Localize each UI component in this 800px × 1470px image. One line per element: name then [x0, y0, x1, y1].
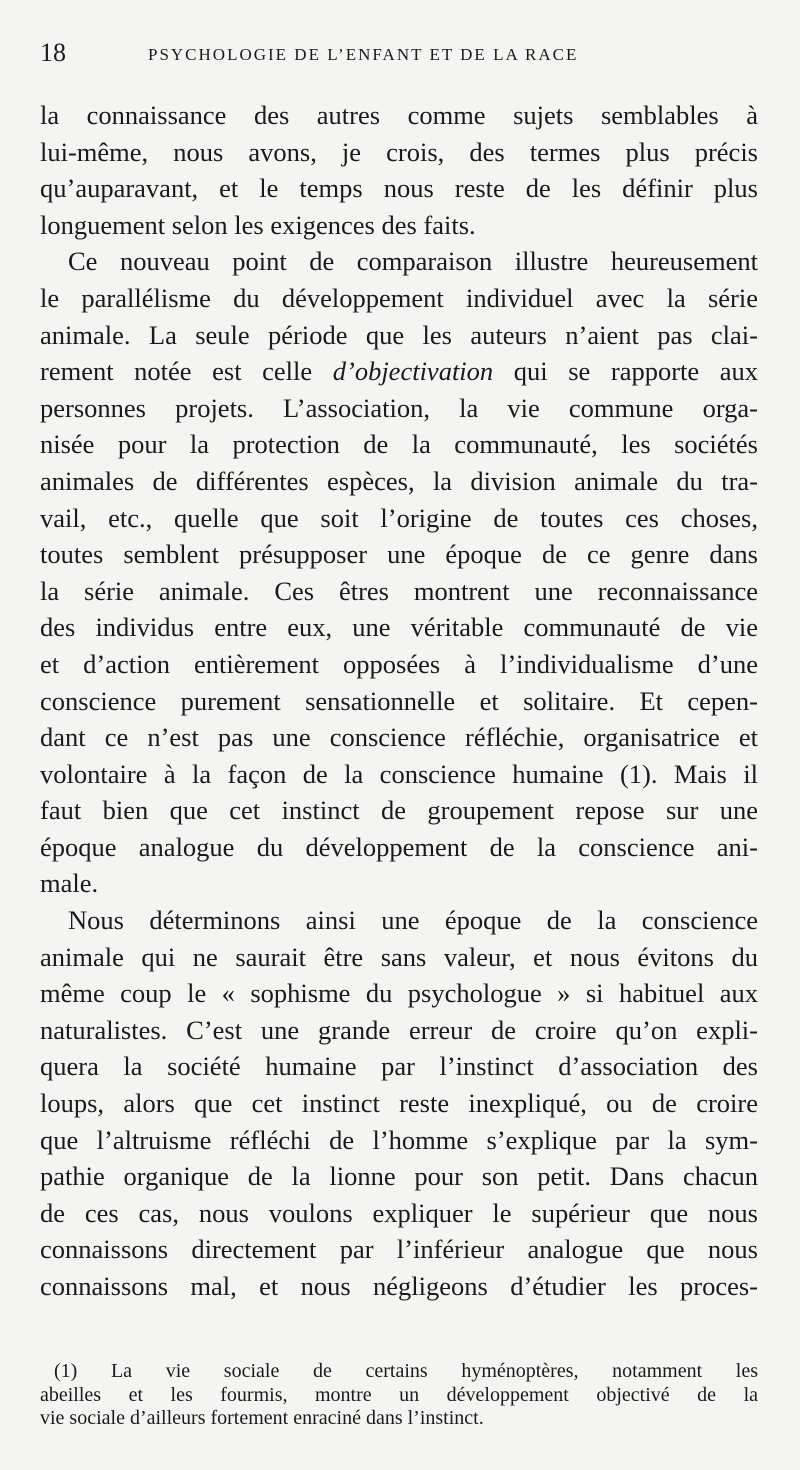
text-line: vail, etc., quelle que soit l’origine de toutes ces choses, — [40, 502, 758, 533]
body-text — [40, 97, 758, 1305]
text-line: toutes semblent présupposer une époque de ce genre dans — [40, 539, 758, 570]
text-line: qu’auparavant, et le temps nous reste de les définir plus — [40, 173, 758, 204]
footnote-line: (1) La vie sociale de certains hyménoptères, notamment les — [54, 1360, 758, 1382]
line-segment: qui se rapporte aux — [513, 356, 759, 387]
paragraph-start-line: Nous déterminons ainsi une époque de la conscience — [68, 905, 758, 936]
footnote — [40, 1360, 758, 1431]
text-line: connaissons directement par l’inférieur analogue que nous — [40, 1234, 758, 1265]
text-line: animale qui ne saurait être sans valeur, et nous évitons du — [40, 941, 758, 972]
text-line: de ces cas, nous voulons expliquer le supérieur que nous — [40, 1197, 758, 1228]
text-line: quera la société humaine par l’instinct d’association des — [40, 1051, 758, 1082]
text-line: même coup le « sophisme du psychologue » si habituel aux — [40, 978, 758, 1009]
text-line: des individus entre eux, une véritable communauté de vie — [40, 612, 758, 643]
text-line: la connaissance des autres comme sujets semblables à — [40, 100, 758, 130]
paragraph-start-line: Ce nouveau point de comparaison illustre heureusement — [68, 246, 758, 277]
text-line: époque analogue du développement de la conscience ani- — [40, 831, 758, 862]
text-line: le parallélisme du développement individuel avec la série — [40, 282, 758, 313]
text-line: pathie organique de la lionne pour son petit. Dans chacun — [40, 1161, 758, 1192]
italic-term: d’objectivation — [332, 356, 494, 387]
text-line: naturalistes. C’est une grande erreur de croire qu’on expli- — [40, 1014, 758, 1045]
text-line: dant ce n’est pas une conscience réfléchie, organisatrice et — [40, 722, 758, 753]
text-line: connaissons mal, et nous négligeons d’étudier les proces- — [40, 1271, 758, 1301]
text-line: animale. La seule période que les auteurs n’aient pas clai- — [40, 319, 758, 350]
text-line: et d’action entièrement opposées à l’individualisme d’une — [40, 648, 758, 679]
running-head — [40, 38, 760, 68]
line-segment: rement notée est celle — [40, 356, 313, 387]
footnote-line: vie sociale d’ailleurs fortement enraciné dans l’instinct. — [40, 1407, 484, 1429]
text-line-with-italic — [40, 353, 758, 390]
text-line: la série animale. Ces êtres montrent une reconnaissance — [40, 575, 758, 606]
footnote-line: abeilles et les fourmis, montre un développement objectivé de la — [40, 1383, 758, 1406]
text-line: male. — [40, 868, 99, 899]
text-line: longuement selon les exigences des faits. — [40, 209, 476, 240]
running-title: PSYCHOLOGIE DE L’ENFANT ET DE LA RACE — [148, 45, 579, 64]
text-line: animales de différentes espèces, la division animale du tra- — [40, 465, 758, 496]
page-number: 18 — [40, 38, 66, 67]
text-line: nisée pour la protection de la communauté, les sociétés — [40, 429, 758, 460]
text-line: que l’altruisme réfléchi de l’homme s’explique par la sym- — [40, 1124, 758, 1155]
text-line: faut bien que cet instinct de groupement repose sur une — [40, 795, 758, 826]
text-line: personnes projets. L’association, la vie commune orga- — [40, 392, 758, 423]
text-line: conscience purement sensationnelle et solitaire. Et cepen- — [40, 685, 758, 716]
text-line: volontaire à la façon de la conscience humaine (1). Mais il — [40, 758, 758, 789]
text-line: loups, alors que cet instinct reste inexpliqué, ou de croire — [40, 1088, 758, 1119]
text-line: lui-même, nous avons, je crois, des termes plus précis — [40, 136, 758, 167]
